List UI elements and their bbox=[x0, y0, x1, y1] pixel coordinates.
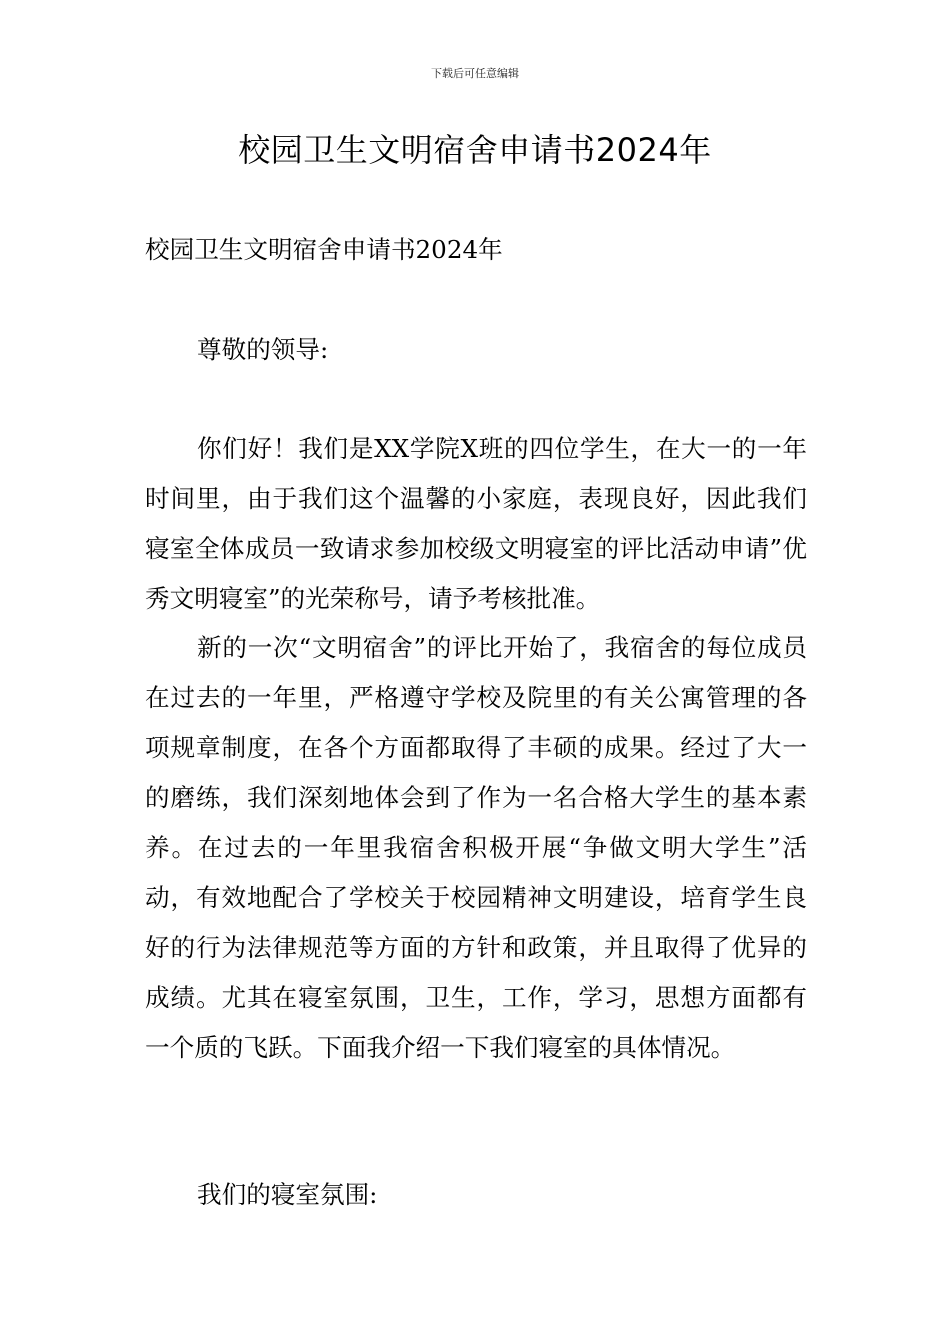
salutation: 尊敬的领导: bbox=[197, 335, 329, 364]
section-heading: 我们的寝室氛围: bbox=[197, 1180, 378, 1209]
paragraph-achievements: 新的一次“文明宿舍”的评比开始了，我宿舍的每位成员在过去的一年里，严格遵守学校及院里的有关公寓管理的各项规章制度，在各个方面都取得了丰硕的成果。经过了大一的磨练，我们深刻地体会到了作为一名合格大学生的基本素养。在过去的一年里我宿舍积极开展“争做文明大学生”活动，有效地配合了学校关于校园精神文明建设，培育学生良好的行为法律规范等方面的方针和政策，并且取得了优异的成绩。尤其在寝室氛围，卫生，工作，学习，思想方面都有一个质的飞跃。下面我介绍一下我们寝室的具体情况。 bbox=[145, 633, 807, 1062]
document-subtitle: 校园卫生文明宿舍申请书2024年 bbox=[145, 235, 503, 264]
header-note: 下载后可任意编辑 bbox=[431, 67, 519, 80]
document-title: 校园卫生文明宿舍申请书2024年 bbox=[238, 131, 712, 169]
paragraph-greeting: 你们好！我们是XX学院X班的四位学生，在大一的一年时间里，由于我们这个温馨的小家庭，表现良好，因此我们寝室全体成员一致请求参加校级文明寝室的评比活动申请”优秀文明寝室”的光荣称号，请予考核批准。 bbox=[145, 434, 807, 613]
